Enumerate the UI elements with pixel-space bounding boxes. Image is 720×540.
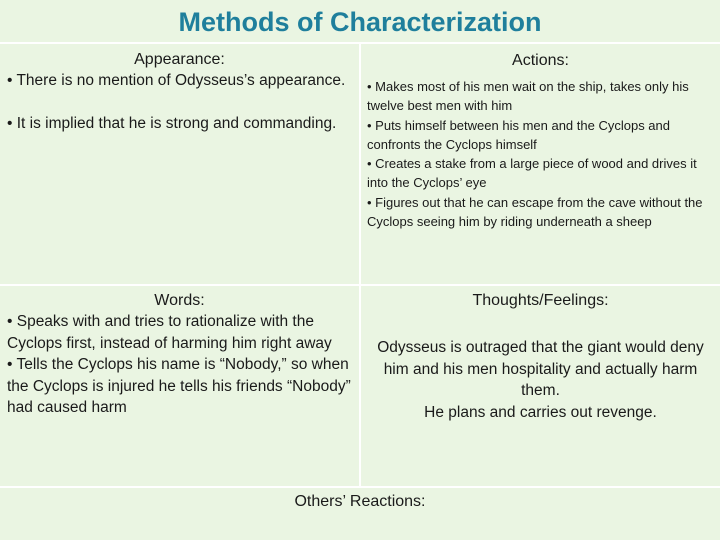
- actions-item: • Figures out that he can escape from the cave without the Cyclops seeing him by riding underneath a sheep: [367, 194, 703, 230]
- page-title: Methods of Characterization: [178, 7, 542, 37]
- others-cell: [0, 488, 720, 540]
- appearance-body: [0, 70, 359, 134]
- actions-item: • Makes most of his men wait on the ship, takes only his twelve best men with him: [367, 79, 689, 114]
- others-heading: Others’ Reactions:: [294, 493, 426, 510]
- actions-heading: Actions:: [512, 52, 569, 69]
- actions-cell: [361, 44, 720, 284]
- words-item: • Speaks with and tries to rationalize with the Cyclops first, instead of harming him right away: [7, 313, 332, 352]
- actions-item: • Puts himself between his men and the Cyclops and confronts the Cyclops himself: [367, 117, 670, 152]
- thoughts-body: [361, 337, 720, 423]
- words-cell: [0, 286, 359, 486]
- thoughts-cell: [361, 286, 720, 486]
- actions-item: • Creates a stake from a large piece of wood and drives it into the Cyclops’ eye: [367, 156, 697, 191]
- title-bar: [0, 0, 720, 42]
- appearance-cell: [0, 44, 359, 284]
- appearance-item: • There is no mention of Odysseus’s appearance.: [7, 72, 346, 89]
- appearance-item: • It is implied that he is strong and commanding.: [7, 114, 337, 132]
- words-item: • Tells the Cyclops his name is “Nobody,” so when the Cyclops is injured he tells his friends “Nobody” had caused harm: [7, 356, 351, 416]
- thoughts-line: He plans and carries out revenge.: [424, 403, 657, 421]
- appearance-heading: Appearance:: [134, 51, 225, 68]
- words-list: [0, 311, 359, 419]
- thoughts-heading: Thoughts/Feelings:: [472, 292, 609, 309]
- words-heading: Words:: [154, 292, 205, 309]
- thoughts-line: Odysseus is outraged that the giant would deny him and his men hospitality and actually harm them.: [377, 339, 704, 399]
- actions-list: [361, 77, 720, 231]
